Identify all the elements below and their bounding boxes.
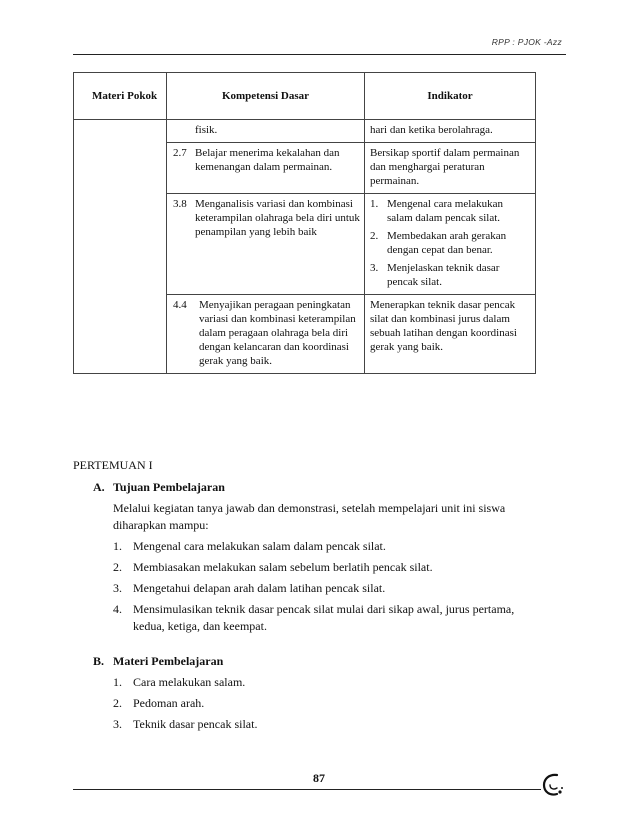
indikator-cell: Bersikap sportif dalam permainan dan menghargai peraturan permainan. [365, 143, 536, 194]
list-item [113, 580, 543, 597]
indikator-item [370, 197, 531, 225]
page-number: 87 [313, 771, 325, 785]
section-a [93, 479, 543, 639]
footer-rule [73, 789, 541, 790]
list-text: Mensimulasikan teknik dasar pencak silat mulai dari sikap awal, jurus pertama, kedua, ketiga, dan keempat. [133, 602, 515, 633]
indikator-number: 2. [370, 230, 379, 242]
header-kompetensi-dasar: Kompetensi Dasar [167, 73, 365, 120]
section-b-title: Materi Pembelajaran [113, 654, 224, 668]
list-number: 2. [113, 560, 122, 574]
kd-cell [167, 143, 365, 194]
list-number: 4. [113, 602, 122, 616]
kd-item [173, 146, 360, 174]
list-item [113, 559, 543, 576]
list-number: 2. [113, 696, 122, 710]
kd-continuation: fisik. [195, 124, 218, 136]
list-text: Cara melakukan salam. [133, 675, 246, 689]
list-number: 3. [113, 717, 122, 731]
indikator-text: Mengenal cara melakukan salam dalam pencak silat. [387, 198, 504, 224]
list-number: 1. [113, 539, 122, 553]
running-header: RPP : PJOK -Azz [491, 37, 562, 47]
section-b [93, 653, 543, 737]
list-item [113, 695, 543, 712]
kd-cell [167, 120, 365, 143]
list-number: 3. [113, 581, 122, 595]
indikator-cell [365, 194, 536, 295]
table-header-row [74, 73, 536, 120]
section-a-intro: Melalui kegiatan tanya jawab dan demonstrasi, setelah mempelajari unit ini siswa diharapkan mampu: [113, 501, 506, 532]
list-text: Mengenal cara melakukan salam dalam pencak silat. [133, 539, 386, 553]
tujuan-list [93, 538, 543, 635]
section-a-heading [93, 479, 543, 496]
indikator-cell: hari dan ketika berolahraga. [365, 120, 536, 143]
indikator-number: 3. [370, 262, 379, 274]
kd-text: Menganalisis variasi dan kombinasi keterampilan olahraga bela diri untuk penampilan yang lebih baik [195, 198, 360, 238]
list-item [113, 674, 543, 691]
rpp-table [73, 72, 536, 374]
section-b-letter: B. [93, 654, 105, 668]
table-row [74, 120, 536, 143]
kd-cell [167, 194, 365, 295]
kd-number: 4.4 [173, 299, 187, 311]
list-text: Membiasakan melakukan salam sebelum berlatih pencak silat. [133, 560, 433, 574]
header-materi-pokok: Materi Pokok [74, 73, 167, 120]
kd-number: 3.8 [173, 198, 187, 210]
indikator-number: 1. [370, 198, 379, 210]
list-text: Teknik dasar pencak silat. [133, 717, 258, 731]
list-number: 1. [113, 675, 122, 689]
indikator-item [370, 261, 531, 289]
meeting-title: PERTEMUAN I [73, 458, 153, 472]
kd-text: Belajar menerima kekalahan dan kemenangan dalam permainan. [195, 147, 340, 173]
list-item [113, 538, 543, 555]
section-b-heading [93, 653, 543, 670]
materi-list [93, 674, 543, 733]
header-indikator: Indikator [365, 73, 536, 120]
indikator-text: Menjelaskan teknik dasar pencak silat. [387, 262, 500, 288]
list-text: Mengetahui delapan arah dalam latihan pencak silat. [133, 581, 386, 595]
swirl-logo-icon [541, 772, 565, 803]
section-a-title: Tujuan Pembelajaran [113, 480, 225, 494]
list-item [113, 716, 543, 733]
indikator-item [370, 229, 531, 257]
kd-number: 2.7 [173, 147, 187, 159]
header-rule [73, 54, 566, 55]
materi-pokok-cell [74, 120, 167, 374]
kd-cell [167, 295, 365, 374]
kd-text: Menyajikan peragaan peningkatan variasi dan kombinasi keterampilan dalam peragaan olahraga bela diri dengan kelancaran dan koordinasi gerak yang baik. [199, 299, 356, 367]
indikator-cell: Menerapkan teknik dasar pencak silat dan kombinasi jurus dalam sebuah latihan dengan koordinasi gerak yang baik. [365, 295, 536, 374]
kd-item [173, 298, 360, 368]
list-item [113, 601, 543, 635]
kd-item [173, 197, 360, 239]
indikator-text: Membedakan arah gerakan dengan cepat dan benar. [387, 230, 507, 256]
list-text: Pedoman arah. [133, 696, 205, 710]
section-a-letter: A. [93, 480, 105, 494]
